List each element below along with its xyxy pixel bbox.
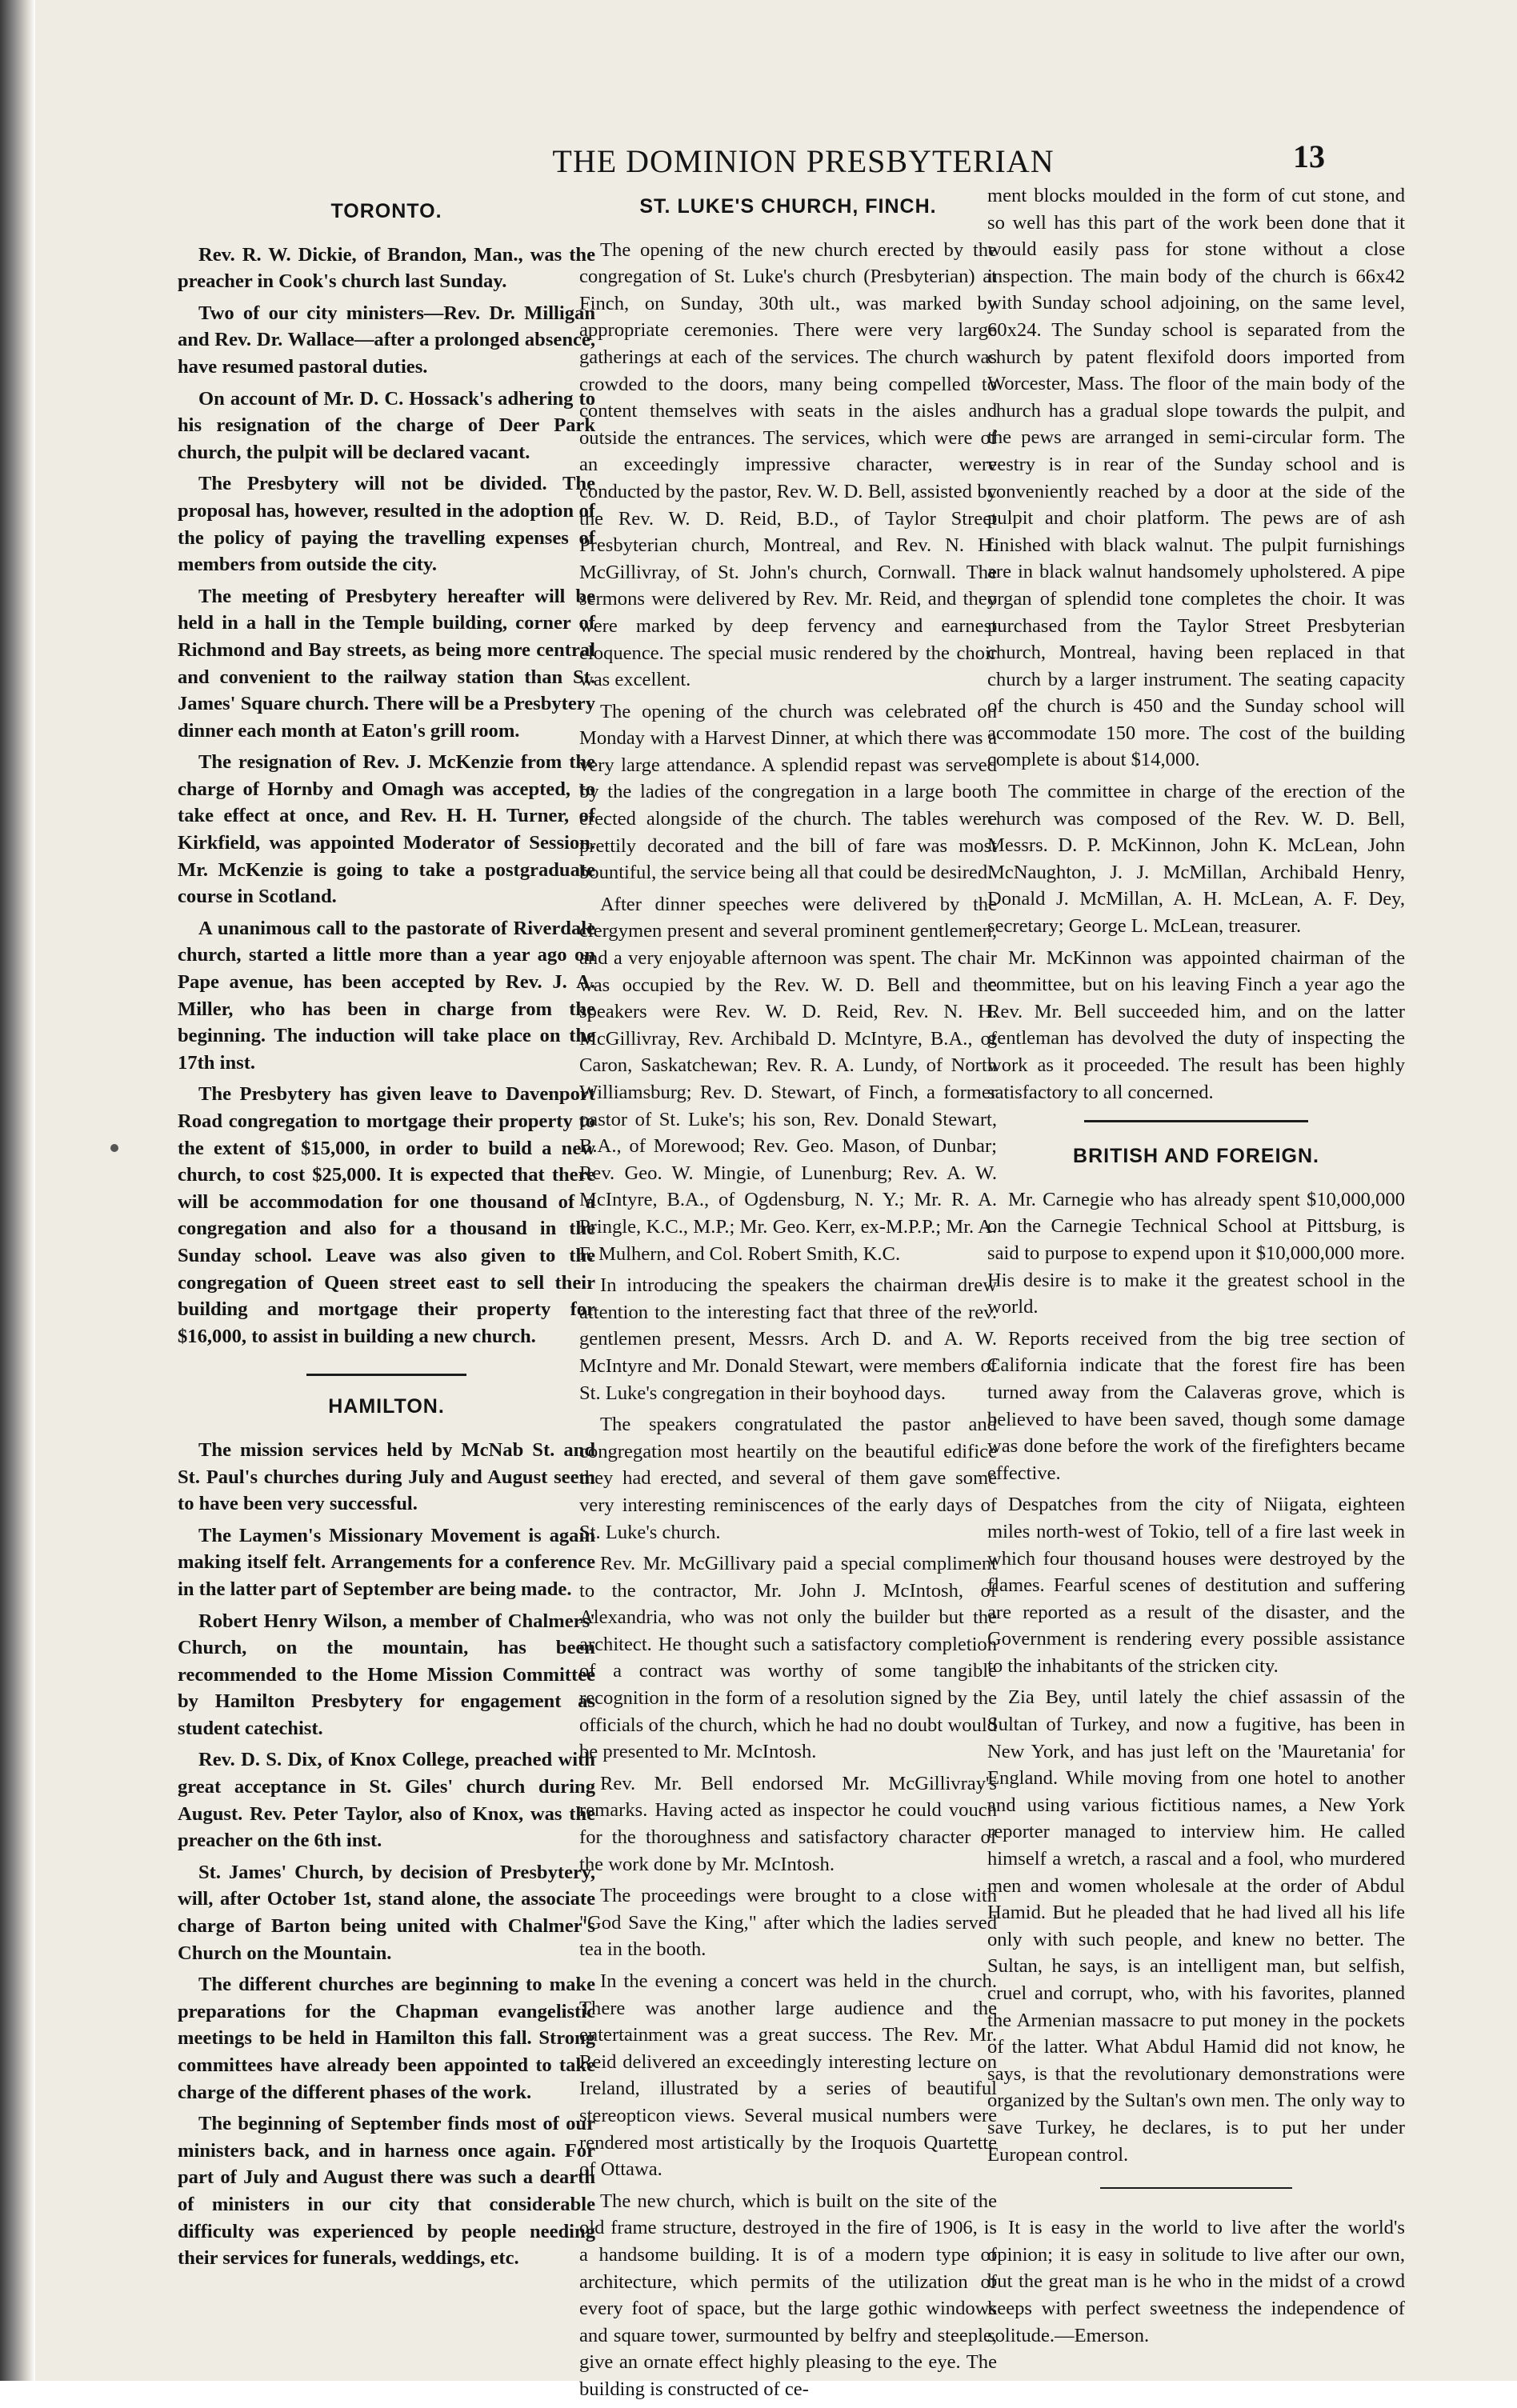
article-paragraph: The beginning of September finds most of our ministers back, and in harness once again. For part of July and August there was such a dearth of ministers in our city that considerable difficulty was experienced by people needing their services for funerals, weddings, etc. xyxy=(178,2113,595,2270)
article-paragraph: The Laymen's Missionary Movement is again making itself felt. Arrangements for a conference in the latter part of September are being made. xyxy=(178,1524,595,1600)
margin-dot xyxy=(110,1144,118,1152)
article-paragraph: Zia Bey, until lately the chief assassin of the Sultan of Turkey, and now a fugitive, has been in New York, and has just left on the 'Mauretania' for England. While moving from one hotel to another and using various fictitious names, a New York reporter managed to interview him. He called himself a wretch, a rascal and a fool, who murdered men and women wholesale at the order of Abdul Hamid. But he pleaded that he had lived all his life only with such people, and knew no better. The Sultan, he says, is an intelligent man, but selfish, cruel and corrupt, who, with his favorites, planned the Armenian massacre to put money in the pockets of the latter. What Abdul Hamid did not know, he says, is that the revolutionary demonstrations were organized by the Sultan's own men. The only way to save Turkey, he declares, is to put her under European control. xyxy=(987,1686,1405,2166)
article-paragraph: The meeting of Presbytery hereafter will be held in a hall in the Temple building, corner of Richmond and Bay streets, as being more central and convenient to the railway station than St. James' Square church. There will be a Presbytery dinner each month at Eaton's grill room. xyxy=(178,585,595,742)
section-heading-hamilton: HAMILTON. xyxy=(328,1395,445,1418)
article-paragraph: A unanimous call to the pastorate of Riverdale church, started a little more than a year ago on Pape avenue, has been accepted by Rev. J. A. Miller, who has been in charge from the beginning. The induction will take place on the 17th inst. xyxy=(178,917,595,1074)
article-paragraph: The Presbytery has given leave to Davenport Road congregation to mortgage their property to the extent of $15,000, in order to build a new church, to cost $25,000. It is expected that there will be accommodation for one thousand of a congregation and also for a thousand in the Sunday school. Leave was also given to the congregation of Queen street east to sell their building and mortgage their property for $16,000, to assist in building a new church. xyxy=(178,1083,595,1347)
section-heading-st-lukes: ST. LUKE'S CHURCH, FINCH. xyxy=(639,195,937,218)
article-paragraph: The different churches are beginning to make preparations for the Chapman evangelistic meetings to be held in Hamilton this fall. Strong committees have already been appointed to take charge of the different phases of the work. xyxy=(178,1974,595,2103)
section-heading-toronto: TORONTO. xyxy=(330,200,442,222)
article-paragraph: The Presbytery will not be divided. The proposal has, however, resulted in the adoption of the policy of paying the travelling expenses of members from outside the city. xyxy=(178,473,595,576)
emerson-quote: It is easy in the world to live after the world's opinion; it is easy in solitude to live after our own, but the great man is he who in the midst of a crowd keeps with perfect sweetness the independence of solitude.—Emerson. xyxy=(987,2217,1405,2346)
article-paragraph: Rev. Mr. McGillivary paid a special compliment to the contractor, Mr. John J. McIntosh, of Alexandria, who was not only the builder but the architect. He thought such a satisfactory completion of a contract was worthy of some tangible recognition in the form of a resolution signed by the officials of the church, which he had no doubt would be presented to Mr. McIntosh. xyxy=(579,1553,997,1763)
article-paragraph: St. James' Church, by decision of Presbytery, will, after October 1st, stand alone, the associate charge of Barton being united with Chalmer's Church on the Mountain. xyxy=(178,1861,595,1964)
article-paragraph: The opening of the church was celebrated on Monday with a Harvest Dinner, at which there was a very large attendance. A splendid repast was served by the ladies of the congregation in a large booth erected alongside of the church. The tables were prettily decorated and the bill of fare was most bountiful, the service being all that could be desired. xyxy=(579,700,997,884)
article-paragraph: Mr. Carnegie who has already spent $10,000,000 on the Carnegie Technical School at Pittsburg, is said to purpose to expend upon it $10,000,000 more. His desire is to make it the greatest school in the world. xyxy=(987,1188,1405,1318)
article-paragraph: On account of Mr. D. C. Hossack's adhering to his resignation of the charge of Deer Park church, the pulpit will be declared vacant. xyxy=(178,387,595,463)
column-3 xyxy=(987,182,1405,2354)
column-1 xyxy=(178,198,595,2277)
masthead: THE DOMINION PRESBYTERIAN xyxy=(552,143,1055,179)
article-paragraph: Rev. Mr. Bell endorsed Mr. McGillivray's remarks. Having acted as inspector he could vouch for the thoroughness and satisfactory character of the work done by Mr. McIntosh. xyxy=(579,1772,997,1875)
section-heading-british-foreign: BRITISH AND FOREIGN. xyxy=(1073,1145,1319,1168)
section-divider xyxy=(1100,2187,1292,2189)
article-paragraph: Robert Henry Wilson, a member of Chalmers' Church, on the mountain, has been recommended to the Home Mission Committee by Hamilton Presbytery for engagement as student catechist. xyxy=(178,1610,595,1739)
article-paragraph: In the evening a concert was held in the church. There was another large audience and the entertainment was a great success. The Rev. Mr. Reid delivered an exceedingly interesting lecture on Ireland, illustrated by a series of beautiful stereopticon views. Several musical numbers were rendered most artistically by the Iroquois Quartette of Ottawa. xyxy=(579,1970,997,2181)
article-paragraph: Rev. D. S. Dix, of Knox College, preached with great acceptance in St. Giles' church during August. Rev. Peter Taylor, also of Knox, was the preacher on the 6th inst. xyxy=(178,1749,595,1852)
page-number: 13 xyxy=(1293,138,1325,174)
article-paragraph: ment blocks moulded in the form of cut stone, and so well has this part of the work been done that it would easily pass for stone without a close inspection. The main body of the church is 66x42 with Sunday school adjoining, on the same level, 60x24. The Sunday school is separated from the church by patent flexifold doors imported from Worcester, Mass. The floor of the main body of the church has a gradual slope towards the pulpit, and the pews are arranged in semi-circular form. The vestry is in rear of the Sunday school and is conveniently reached by a door at the side of the pulpit and choir platform. The pews are of ash finished with black walnut. The pulpit furnishings are in black walnut handsomely upholstered. A pipe organ of splendid tone completes the choir. It was purchased from the Taylor Street Presbyterian church, Montreal, having been replaced in that church by a larger instrument. The seating capacity of the church is 450 and the Sunday school will accommodate 150 more. The cost of the building complete is about $14,000. xyxy=(987,185,1405,771)
scan-binding-edge xyxy=(0,0,35,2381)
article-paragraph: The opening of the new church erected by the congregation of St. Luke's church (Presbyterian) at Finch, on Sunday, 30th ult., was marked by appropriate ceremonies. There were very large gatherings at each of the services. The church was crowded to the doors, many being compelled to content themselves with seats in the aisles and outside the entrances. The services, which were of an exceedingly impressive character, were conducted by the pastor, Rev. W. D. Bell, assisted by the Rev. W. D. Reid, B.D., of Taylor Street Presbyterian church, Montreal, and Rev. N. H. McGillivray, of St. John's church, Cornwall. The sermons were delivered by Rev. Mr. Reid, and they were marked by deep fervency and earnest eloquence. The special music rendered by the choir was excellent. xyxy=(579,238,997,691)
article-paragraph: The proceedings were brought to a close with "God Save the King," after which the ladies served tea in the booth. xyxy=(579,1885,997,1961)
article-paragraph: Two of our city ministers—Rev. Dr. Milligan and Rev. Dr. Wallace—after a prolonged absence, have resumed pastoral duties. xyxy=(178,302,595,378)
section-divider xyxy=(306,1374,466,1376)
article-paragraph: Despatches from the city of Niigata, eighteen miles north-west of Tokio, tell of a fire last week in which four thousand houses were destroyed by the flames. Fearful scenes of destitution and suffering are reported as a result of the disaster, and the Government is rendering every possible assistance to the inhabitants of the stricken city. xyxy=(987,1494,1405,1677)
article-paragraph: Reports received from the big tree section of California indicate that the forest fire has been turned away from the Calaveras grove, which is believed to have been saved, though some damage was done before the work of the firefighters became effective. xyxy=(987,1327,1405,1484)
article-paragraph: After dinner speeches were delivered by the clergymen present and several prominent gentlemen, and a very enjoyable afternoon was spent. The chair was occupied by the Rev. W. D. Bell and the speakers were Rev. W. D. Reid, Rev. N. H. McGillivray, Rev. Archibald D. McIntyre, B.A., of Caron, Saskatchewan; Rev. R. A. Lundy, of North Williamsburg; Rev. D. Stewart, of Finch, a former pastor of St. Luke's; his son, Rev. Donald Stewart, B.A., of Morewood; Rev. Geo. Mason, of Dunbar; Rev. Geo. W. Mingie, of Lunenburg; Rev. A. W. McIntyre, B.A., of Ogdensburg, N. Y.; Mr. R. A. Pringle, K.C., M.P.; Mr. Geo. Kerr, ex-M.P.P.; Mr. A. F. Mulhern, and Col. Robert Smith, K.C. xyxy=(579,893,997,1265)
article-paragraph: Rev. R. W. Dickie, of Brandon, Man., was the preacher in Cook's church last Sunday. xyxy=(178,243,595,293)
article-paragraph: Mr. McKinnon was appointed chairman of the committee, but on his leaving Finch a year ago the Rev. Mr. Bell succeeded him, and on the latter gentleman has devolved the duty of inspecting the work as it proceeded. The result has been highly satisfactory to all concerned. xyxy=(987,946,1405,1103)
article-paragraph: The speakers congratulated the pastor and congregation most heartily on the beautiful edifice they had erected, and several of them gave some very interesting reminiscences of the early days of St. Luke's church. xyxy=(579,1414,997,1543)
article-paragraph: The resignation of Rev. J. McKenzie from the charge of Hornby and Omagh was accepted, to take effect at once, and Rev. H. H. Turner, of Kirkfield, was appointed Moderator of Session. Mr. McKenzie is going to take a postgraduate course in Scotland. xyxy=(178,751,595,908)
article-paragraph: The new church, which is built on the site of the old frame structure, destroyed in the fire of 1906, is a handsome building. It is of a modern type of architecture, which permits of the utilization of every foot of space, but the large gothic windows and square tower, surmounted by belfry and steeple, give an ornate effect highly pleasing to the eye. The building is constructed of ce- xyxy=(579,2190,997,2400)
column-2 xyxy=(579,194,997,2408)
section-divider xyxy=(1084,1120,1308,1122)
article-paragraph: In introducing the speakers the chairman drew attention to the interesting fact that three of the rev. gentlemen present, Messrs. Arch D. and A. W. McIntyre and Mr. Donald Stewart, were members of St. Luke's congregation in their boyhood days. xyxy=(579,1274,997,1404)
newspaper-page xyxy=(35,0,1517,2400)
article-paragraph: The mission services held by McNab St. and St. Paul's churches during July and August seem to have been very successful. xyxy=(178,1438,595,1515)
article-paragraph: The committee in charge of the erection of the church was composed of the Rev. W. D. Bell, Messrs. D. P. McKinnon, John K. McLean, John McNaughton, J. J. McMillan, Archibald Henry, Donald J. McMillan, A. H. McLean, A. F. Dey, secretary; George L. McLean, treasurer. xyxy=(987,781,1405,938)
